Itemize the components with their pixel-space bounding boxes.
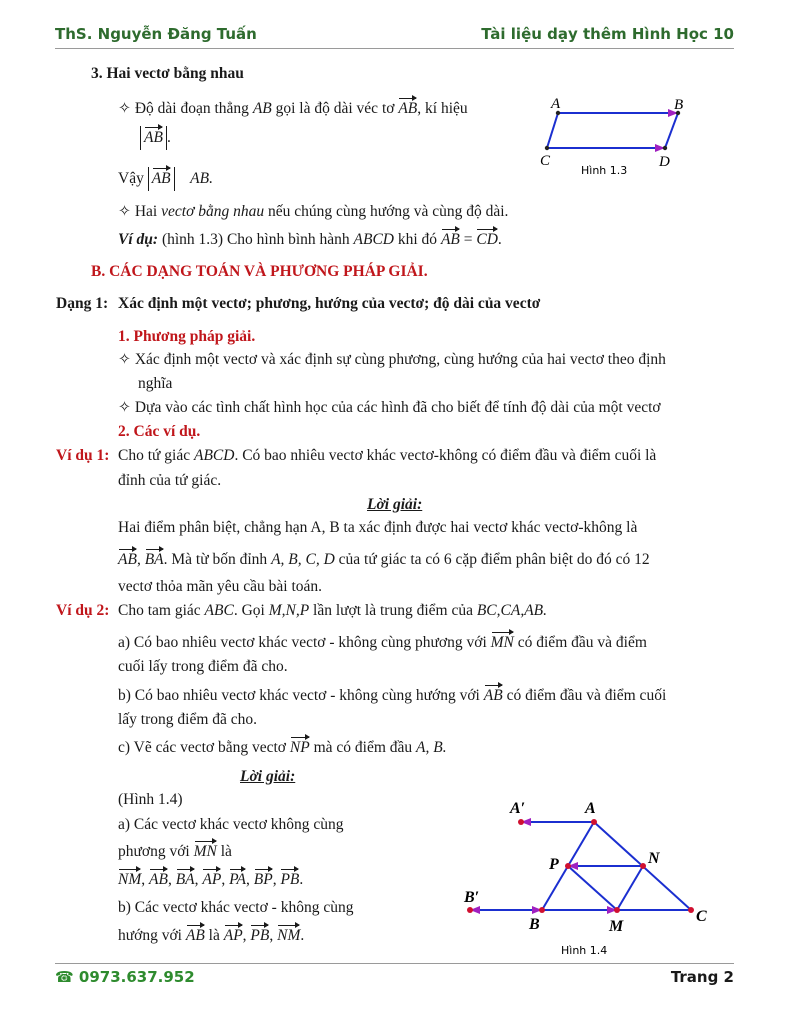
fig14-edge-nm [617, 866, 643, 910]
fig14-point-a [591, 819, 597, 825]
fig14-label-c: C [696, 908, 707, 925]
text: lần lượt là trung điểm của [313, 602, 473, 619]
text: Cho tam giác [118, 602, 201, 619]
method-bullet-1b: nghĩa [138, 375, 173, 392]
text: có điểm đầu và điểm cuối [506, 687, 667, 704]
text: a) Có bao nhiêu vectơ khác vectơ - không cùng phương với [118, 634, 487, 651]
ex2-sol-b-line1: b) Các vectơ khác vectơ - không cùng [118, 899, 354, 916]
text: b) Có bao nhiêu vectơ khác vectơ - không cùng hướng với [118, 687, 480, 704]
ex2-figure-ref: (Hình 1.4) [118, 791, 183, 808]
fig14-label-m: M [609, 918, 624, 935]
ex2-part-a-line1 [118, 633, 647, 653]
vector-ab: AB [118, 551, 137, 568]
header-author: ThS. Nguyễn Đăng Tuấn [55, 25, 257, 43]
fig14-label-p: P [549, 856, 559, 873]
header-title: Tài liệu dạy thêm Hình Học 10 [481, 25, 734, 43]
ex1-label: Ví dụ 1: [56, 447, 110, 464]
vector-pa: PA [229, 871, 247, 888]
fig14-label-b: B [529, 916, 540, 933]
vector-pb: PB [280, 871, 300, 888]
vector-ab: AB [398, 100, 418, 117]
fig13-edge-ac [547, 113, 558, 148]
text: nếu chúng cùng hướng và cùng độ dài. [267, 203, 509, 220]
examples-heading: 2. Các ví dụ. [118, 423, 201, 440]
ex1-solution-line2: AB, BA. Mà từ bốn đỉnh A, B, C, D của tứ giác ta có 6 cặp điểm phân biệt do đó có 12 [118, 551, 650, 568]
text: phương với [118, 843, 190, 860]
ex1-solution-heading: Lời giải: [367, 496, 423, 513]
ex2-solution-heading: Lời giải: [240, 768, 296, 785]
figure-1-4 [455, 790, 735, 962]
vector-ab: AB [185, 927, 205, 944]
vector-ab: AB [149, 871, 168, 888]
math-points: A, B, C, D [271, 551, 335, 568]
text: . Mà từ bốn đỉnh [163, 551, 268, 568]
math-abcd: ABCD [353, 231, 394, 248]
fig14-caption: Hình 1.4 [561, 944, 608, 957]
fig14-label-n: N [648, 850, 660, 867]
fig13-label-a: A [551, 96, 561, 112]
text: c) Vẽ các vectơ bằng vectơ [118, 739, 287, 756]
vector-pb: PB [250, 927, 270, 944]
ex2-part-b-line2: lấy trong điểm đã cho. [118, 711, 258, 728]
text: Vậy [118, 170, 144, 187]
section3-line2 [118, 202, 508, 222]
fig14-point-b [539, 907, 545, 913]
vector-ap: AP [202, 871, 222, 888]
vector-bp: BP [253, 871, 273, 888]
ex1-solution-line3: vectơ thỏa mãn yêu cầu bài toán. [118, 578, 323, 595]
text: ✧ Độ dài đoạn thẳng [118, 100, 249, 117]
vector-mn: MN [193, 843, 217, 860]
figure-1-3 [535, 94, 695, 180]
fig14-label-b1: B′ [464, 889, 480, 906]
example-label: Ví dụ: [118, 231, 159, 248]
vector-ab: AB [144, 129, 163, 146]
math-ab: AB. [190, 170, 213, 187]
fig14-point-c [688, 907, 694, 913]
fig14-point-m [614, 907, 620, 913]
text: có điểm đầu và điểm [517, 634, 647, 651]
fig14-label-a: A [585, 800, 596, 817]
text: khi đó [397, 231, 438, 248]
math-ab: AB [252, 100, 272, 117]
footer-page-number: Trang 2 [670, 968, 734, 986]
page-footer [55, 963, 734, 994]
vector-mn: MN [490, 634, 514, 651]
text: là [208, 927, 220, 944]
ex2-part-b-line1 [118, 686, 666, 706]
fig13-caption: Hình 1.3 [581, 164, 628, 177]
math-abc: ABC [204, 602, 234, 619]
text: gọi là độ dài véc tơ [275, 100, 395, 117]
ex1-question-line2: đỉnh của tứ giác. [118, 472, 222, 489]
math-sides: BC,CA,AB. [476, 602, 548, 619]
fig13-point-c [545, 146, 549, 150]
fig14-point-b1 [467, 907, 473, 913]
page-header [55, 22, 734, 49]
vector-ab: AB [440, 231, 460, 248]
text: . Gọi [233, 602, 265, 619]
text: là [220, 843, 232, 860]
fig13-edge-bd [665, 113, 678, 148]
vector-ab: AB [483, 687, 503, 704]
ex1-solution-line1: Hai điểm phân biệt, chẳng hạn A, B ta xác định được hai vectơ khác vectơ-không là [118, 519, 638, 536]
vector-cd: CD [476, 231, 498, 248]
math-abcd: ABCD [194, 447, 235, 464]
fig14-edge-pm [568, 866, 617, 910]
ex2-sol-a-line1: a) Các vectơ khác vectơ không cùng [118, 816, 344, 833]
dang1-title: Xác định một vectơ; phương, hướng của vectơ; độ dài của vectơ [118, 295, 541, 312]
abs-bars [140, 126, 167, 150]
text: . Có bao nhiêu vectơ khác vectơ-không có điểm đầu và điểm cuối là [234, 447, 657, 464]
abs-bars [148, 167, 175, 191]
vector-ab: AB [151, 170, 171, 187]
ex2-sol-a-line2 [118, 842, 232, 862]
ex2-question [118, 601, 547, 621]
ex1-question-line1 [118, 446, 656, 466]
ex2-sol-b-line2: hướng với AB là AP, PB, NM. [118, 927, 305, 944]
fig14-point-p [565, 863, 571, 869]
ex2-part-a-line2: cuối lấy trong điểm đã cho. [118, 658, 288, 675]
vector-ba: BA [144, 551, 164, 568]
ex2-label: Ví dụ 2: [56, 602, 110, 619]
text: của tứ giác ta có 6 cặp điểm phân biệt do đó có 12 [338, 551, 650, 568]
text: , kí hiệu [417, 100, 468, 117]
fig13-label-c: C [540, 153, 551, 169]
method-heading: 1. Phương pháp giải. [118, 328, 256, 345]
section3-heading: 3. Hai vectơ bằng nhau [91, 65, 244, 82]
section3-line1 [118, 99, 468, 119]
text: mà có điểm đầu [313, 739, 413, 756]
text: ✧ Hai [118, 203, 158, 220]
text: Cho tứ giác [118, 447, 191, 464]
vector-np: NP [289, 739, 310, 756]
section3-abs-notation: AB . [140, 126, 171, 150]
math-points: A, B. [416, 739, 447, 756]
sectionB-heading: B. CÁC DẠNG TOÁN VÀ PHƯƠNG PHÁP GIẢI. [91, 263, 428, 280]
vector-nm: NM [118, 871, 142, 888]
text: hướng với [118, 927, 182, 944]
fig14-point-a1 [518, 819, 524, 825]
text: (hình 1.3) Cho hình bình hành [161, 231, 350, 248]
fig13-label-b: B [674, 97, 684, 113]
fig14-point-n [640, 863, 646, 869]
ex2-part-c [118, 738, 447, 758]
footer-phone: ☎ 0973.637.952 [55, 968, 195, 986]
math-mnp: M,N,P [268, 602, 310, 619]
fig14-label-a1: A′ [510, 800, 526, 817]
section3-vay [118, 167, 213, 191]
term-equal-vectors: vectơ bằng nhau [161, 203, 265, 220]
fig13-point-d [663, 146, 667, 150]
dang1-label: Dạng 1: [56, 295, 109, 312]
vector-ap: AP [223, 927, 243, 944]
vector-nm: NM [277, 927, 301, 944]
method-bullet-2: ✧ Dựa vào các tình chất hình học của các hình đã cho biết để tính độ dài của một vectơ [118, 399, 661, 416]
method-bullet-1a: ✧ Xác định một vectơ và xác định sự cùng phương, cùng hướng của hai vectơ theo định [118, 351, 666, 368]
ex2-sol-a-line3: NM, AB, BA, AP, PA, BP, PB. [118, 871, 304, 888]
fig13-label-d: D [659, 154, 670, 170]
section3-example: Ví dụ: (hình 1.3) Cho hình bình hành ABCD khi đó AB = CD. [118, 231, 502, 248]
vector-ba: BA [175, 871, 195, 888]
